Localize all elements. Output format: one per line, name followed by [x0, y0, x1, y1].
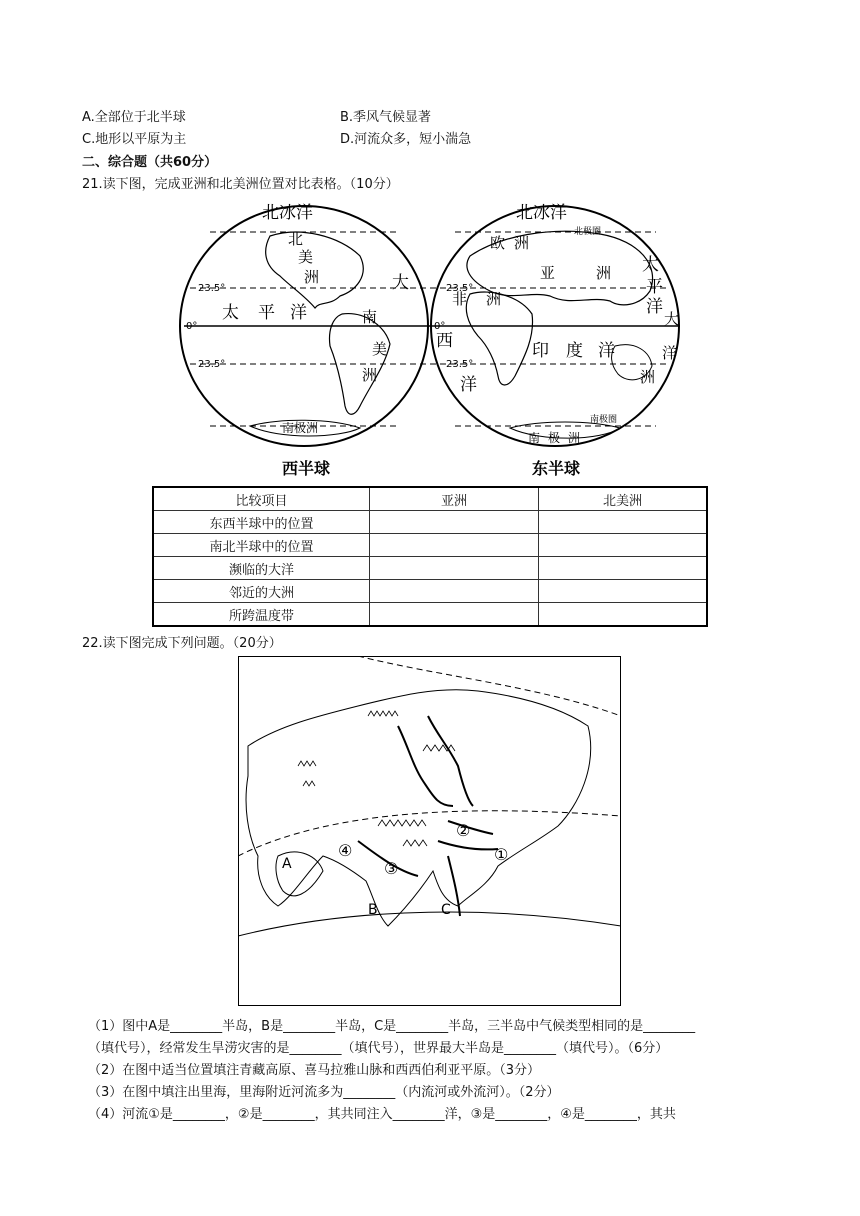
east-label-19: 南极圈 — [590, 415, 618, 425]
east-label-21: 极 — [548, 431, 561, 445]
lat-label-south: 23.5° — [198, 359, 226, 370]
answer-cell[interactable] — [539, 557, 708, 580]
east-label-20: 南 — [528, 431, 541, 445]
west-label-6: 平 — [258, 303, 275, 323]
option-c: C.地形以平原为主 — [82, 132, 187, 147]
west-hemisphere-caption: 西半球 — [282, 459, 331, 478]
section-title: 二、综合题（共60分） — [82, 155, 218, 170]
west-label-8: 南 — [362, 308, 378, 326]
east-label-10: 洋 — [662, 344, 678, 362]
table-row — [153, 557, 707, 580]
west-label-10: 洲 — [362, 366, 378, 384]
east-label-13: 西 — [436, 331, 453, 351]
east-label-0: 北冰洋 — [516, 203, 567, 223]
west-label-0: 北冰洋 — [262, 203, 313, 223]
table-header: 比较项目 — [153, 487, 370, 511]
east-label-5: 洲 — [596, 264, 612, 282]
lat-label-equator: 0° — [186, 321, 198, 332]
east-label-3: 洲 — [514, 234, 530, 252]
answer-cell[interactable] — [539, 603, 708, 627]
answer-cell[interactable] — [370, 511, 539, 534]
table-header-row — [153, 487, 707, 511]
comparison-table — [152, 486, 708, 627]
east-label-14: 洋 — [460, 375, 477, 395]
east-label-7: 平 — [646, 277, 663, 297]
label-a: A — [282, 856, 292, 872]
west-label-9: 美 — [372, 340, 388, 358]
label-b: B — [368, 902, 378, 918]
option-b: B.季风气候显著 — [340, 110, 432, 125]
question-22-line-4: （3）在图中填注出里海，里海附近河流多为________（内流河或外流河）。（2分） — [88, 1085, 560, 1100]
east-hemisphere-caption: 东半球 — [532, 459, 581, 478]
label-river-1: ① — [494, 845, 509, 864]
row-label: 东西半球中的位置 — [153, 511, 370, 534]
east-label-2: 欧 — [490, 234, 506, 252]
answer-cell[interactable] — [539, 580, 708, 603]
question-22-line-3: （2）在图中适当位置填注青藏高原、喜马拉雅山脉和西西伯利亚平原。（3分） — [88, 1063, 541, 1078]
east-label-4: 亚 — [540, 264, 556, 282]
table-header: 北美洲 — [539, 487, 708, 511]
answer-cell[interactable] — [539, 534, 708, 557]
east-label-6: 太 — [642, 255, 659, 275]
question-21-title: 21.读下图，完成亚洲和北美洲位置对比表格。（10分） — [82, 177, 399, 192]
lat-label-equator-east: 0° — [434, 321, 446, 332]
answer-cell[interactable] — [370, 580, 539, 603]
east-label-17: 洋 — [598, 341, 615, 361]
table-row — [153, 511, 707, 534]
question-22-line-1: （1）图中A是________半岛，B是________半岛，C是________半岛，三半岛中气候类型相同的是________ — [88, 1019, 696, 1034]
east-label-11: 非 — [452, 290, 468, 308]
answer-cell[interactable] — [370, 603, 539, 627]
row-label: 邻近的大洲 — [153, 580, 370, 603]
east-label-15: 印 — [532, 341, 549, 361]
label-river-2: ② — [456, 821, 471, 840]
west-label-1: 北 — [288, 230, 304, 248]
label-river-3: ③ — [384, 859, 399, 878]
west-label-11: 南极洲 — [282, 421, 319, 435]
answer-cell[interactable] — [370, 557, 539, 580]
west-label-5: 太 — [222, 303, 239, 323]
asia-map — [238, 656, 621, 1006]
table-row — [153, 534, 707, 557]
question-22-title: 22.读下图完成下列问题。（20分） — [82, 636, 282, 651]
lat-label-north-east: 23.5° — [446, 283, 474, 294]
answer-cell[interactable] — [539, 511, 708, 534]
east-label-22: 洲 — [568, 431, 581, 445]
question-22-line-5: （4）河流①是________，②是________，其共同注入________洋，③是________，④是________，其共 — [88, 1107, 676, 1122]
east-label-16: 度 — [566, 341, 583, 361]
east-label-1: 北极圈 — [574, 227, 602, 237]
lat-label-north: 23.5° — [198, 283, 226, 294]
lat-label-south-east: 23.5° — [446, 359, 474, 370]
row-label: 濒临的大洋 — [153, 557, 370, 580]
table-row — [153, 580, 707, 603]
west-label-3: 洲 — [304, 268, 320, 286]
option-d: D.河流众多，短小湍急 — [340, 132, 472, 147]
row-label: 南北半球中的位置 — [153, 534, 370, 557]
option-a: A.全部位于北半球 — [82, 110, 186, 125]
west-label-7: 洋 — [290, 303, 307, 323]
east-label-18: 洲 — [640, 368, 656, 386]
west-label-2: 美 — [298, 248, 314, 266]
east-label-9: 大 — [664, 310, 680, 328]
east-label-12: 洲 — [486, 290, 502, 308]
label-river-4: ④ — [338, 841, 353, 860]
hemisphere-map — [170, 196, 710, 478]
east-label-8: 洋 — [646, 297, 663, 317]
west-label-4: 大 — [392, 273, 409, 293]
answer-cell[interactable] — [370, 534, 539, 557]
table-row — [153, 603, 707, 627]
question-22-line-2: （填代号），经常发生旱涝灾害的是________（填代号），世界最大半岛是________（填代号）。（6分） — [88, 1041, 669, 1056]
row-label: 所跨温度带 — [153, 603, 370, 627]
label-c: C — [441, 902, 451, 918]
table-header: 亚洲 — [370, 487, 539, 511]
